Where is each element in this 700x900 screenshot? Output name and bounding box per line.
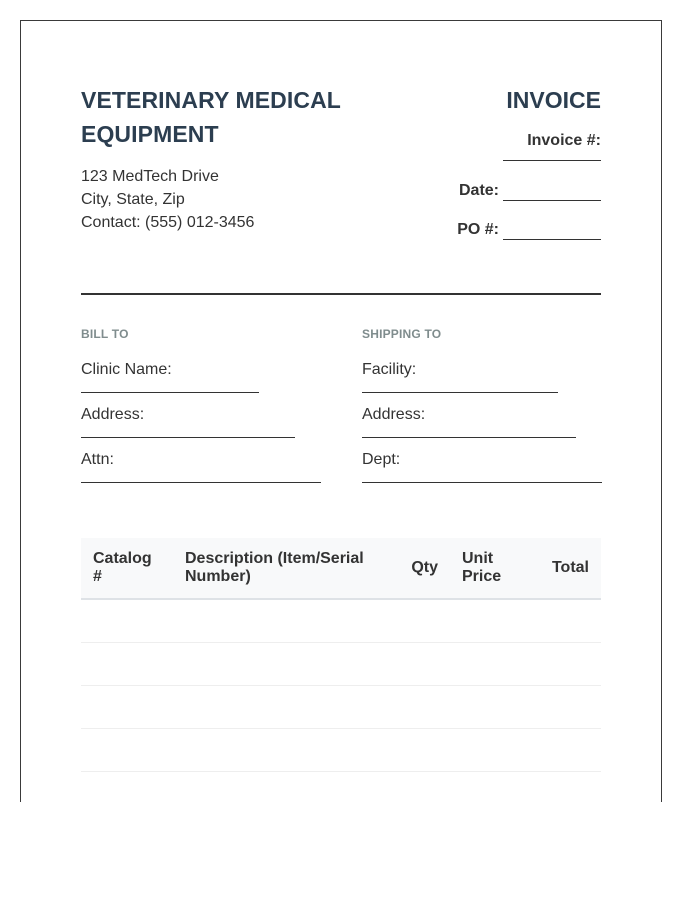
line-items-header [81,538,601,599]
ship-to-facility-field [362,360,602,393]
ship-to-address-label: Address: [362,406,426,423]
catalog-cell[interactable] [81,685,173,728]
ship-to-address-blank[interactable] [362,437,576,438]
invoice-sheet [20,20,662,802]
ship-to-dept-blank[interactable] [362,482,602,483]
company-street: 123 MedTech Drive [81,168,219,185]
unit-price-cell[interactable] [450,599,530,642]
description-cell[interactable] [173,642,380,685]
ship-to-block [362,327,602,483]
table-row [81,599,601,642]
header-row [81,538,601,599]
invoice-meta [341,83,601,240]
bill-to-attn-label: Attn: [81,451,114,468]
company-name: VETERINARY MEDICAL EQUIPMENT [81,87,341,147]
bill-to-attn-field [81,450,323,483]
invoice-title: INVOICE [506,87,601,113]
bill-to-heading: BILL TO [81,327,129,341]
company-city-state-zip: City, State, Zip [81,191,185,208]
catalog-cell[interactable] [81,728,173,771]
bill-to-address-label: Address: [81,406,145,423]
unit-price-cell[interactable] [450,642,530,685]
unit-price-cell[interactable] [450,685,530,728]
table-row [81,728,601,771]
description-cell[interactable] [173,685,380,728]
table-row [81,642,601,685]
description-cell[interactable] [173,728,380,771]
column-header-unit-price: Unit Price [462,550,502,585]
ship-to-dept-label: Dept: [362,451,401,468]
bill-to-attn-blank[interactable] [81,482,321,483]
invoice-date-field [341,181,601,201]
table-row [81,685,601,728]
invoice-number-field [341,131,601,161]
ship-to-address-field [362,405,602,438]
total-cell[interactable] [530,642,601,685]
invoice-po-blank[interactable] [503,226,601,240]
unit-price-cell[interactable] [450,728,530,771]
invoice-po-label: PO #: [457,221,499,238]
qty-cell[interactable] [380,685,450,728]
description-cell[interactable] [173,599,380,642]
column-header-description: Description (Item/Serial Number) [185,550,364,585]
bill-to-address-field [81,405,323,438]
invoice-number-label: Invoice #: [527,132,601,149]
bill-to-clinic-blank[interactable] [81,392,259,393]
invoice-number-blank[interactable] [503,160,601,161]
column-header-total: Total [551,559,589,576]
header-divider [81,293,601,295]
parties-section [81,327,601,497]
company-contact: Contact: (555) 012-3456 [81,214,255,231]
invoice-header [81,83,601,293]
company-block [81,83,381,234]
column-header-qty: Qty [411,559,438,576]
column-header-catalog: Catalog # [93,550,152,585]
invoice-po-field [341,220,601,240]
ship-to-dept-field [362,450,602,483]
qty-cell[interactable] [380,599,450,642]
total-cell[interactable] [530,728,601,771]
bill-to-clinic-field [81,360,323,393]
catalog-cell[interactable] [81,599,173,642]
bill-to-block [81,327,323,483]
line-items-body [81,599,601,771]
qty-cell[interactable] [380,728,450,771]
company-address [81,165,381,234]
qty-cell[interactable] [380,642,450,685]
invoice-date-blank[interactable] [503,187,601,201]
ship-to-heading: SHIPPING TO [362,327,442,341]
ship-to-facility-blank[interactable] [362,392,558,393]
ship-to-facility-label: Facility: [362,361,417,378]
invoice-content [81,83,601,585]
total-cell[interactable] [530,685,601,728]
bill-to-address-blank[interactable] [81,437,295,438]
invoice-date-label: Date: [458,182,499,199]
total-cell[interactable] [530,599,601,642]
bill-to-clinic-label: Clinic Name: [81,361,172,378]
catalog-cell[interactable] [81,642,173,685]
line-items-table [81,538,601,772]
